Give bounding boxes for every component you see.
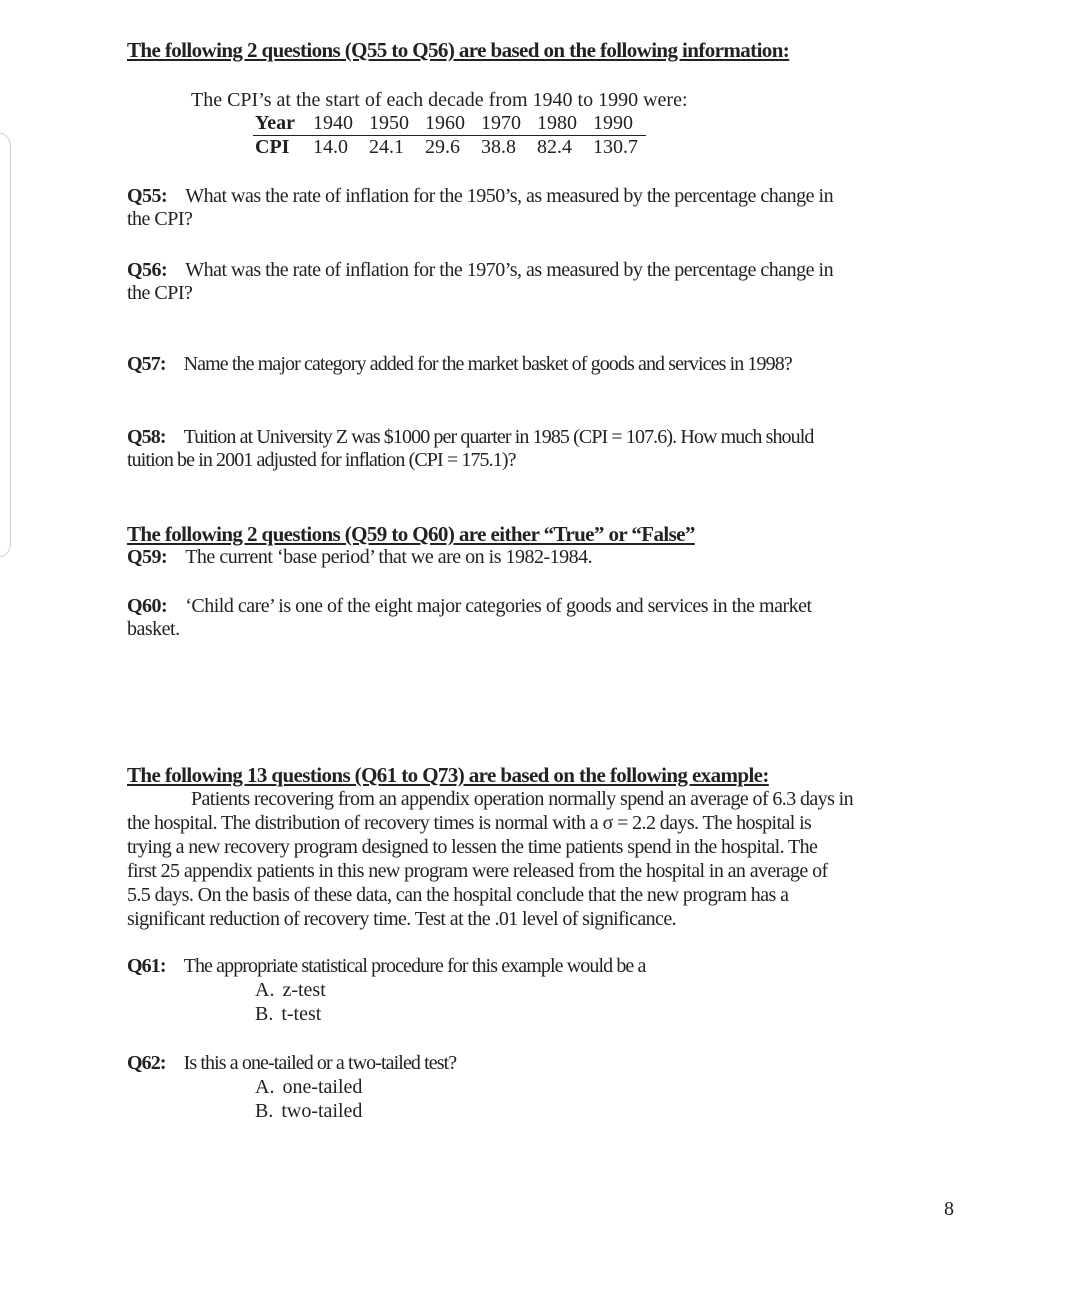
question-text: What was the rate of inflation for the 1970’s, as measured by the percentage change in [185, 259, 834, 281]
example-line: first 25 appendix patients in this new program were released from the hospital in an average of [127, 860, 828, 882]
cpi-table-year-row [253, 112, 646, 136]
question-text-continued: tuition be in 2001 adjusted for inflation (CPI = 175.1)? [127, 449, 516, 471]
question-q56 [127, 259, 957, 305]
question-text: Tuition at University Z was $1000 per quarter in 1985 (CPI = 107.6). How much should [183, 426, 814, 448]
option-a [255, 978, 957, 1002]
option-b [255, 1099, 957, 1123]
question-q57 [127, 353, 957, 376]
question-text-continued: the CPI? [127, 282, 193, 304]
cpi-cell: 38.8 [480, 136, 516, 158]
cpi-table [253, 112, 646, 159]
cpi-cell: 29.6 [424, 136, 460, 158]
question-number: Q59: [127, 546, 168, 568]
question-text: What was the rate of inflation for the 1950’s, as measured by the percentage change in [185, 185, 834, 207]
q61-options [255, 978, 957, 1026]
question-number: Q57: [127, 353, 166, 375]
cpi-row-label: CPI [255, 136, 290, 158]
page-number: 8 [944, 1198, 954, 1220]
example-line: trying a new recovery program designed to lessen the time patients spend in the hospital. The [127, 836, 818, 858]
question-q58 [127, 426, 957, 472]
option-letter: A. [255, 979, 275, 1001]
option-label: t-test [281, 1003, 322, 1025]
question-number: Q62: [127, 1052, 166, 1074]
question-number: Q56: [127, 259, 168, 281]
question-number: Q61: [127, 955, 166, 977]
year-cell: 1960 [417, 112, 473, 136]
year-cell: 1940 [305, 112, 361, 136]
cpi-cell: 24.1 [368, 136, 404, 158]
question-q60 [127, 595, 957, 641]
question-text: The current ‘base period’ that we are on is 1982-1984. [185, 546, 593, 568]
question-q59 [127, 546, 957, 569]
question-text: Name the major category added for the market basket of goods and services in 1998? [183, 353, 792, 375]
year-cell: 1950 [361, 112, 417, 136]
example-paragraph [127, 787, 957, 931]
option-label: two-tailed [281, 1100, 363, 1122]
page-edge-bracket [0, 132, 11, 558]
question-q55 [127, 185, 957, 231]
cpi-cell: 14.0 [312, 136, 348, 158]
example-line: Patients recovering from an appendix operation normally spend an average of 6.3 days in [191, 788, 854, 810]
q62-options [255, 1075, 957, 1123]
question-text: Is this a one-tailed or a two-tailed test? [183, 1052, 457, 1074]
option-b [255, 1002, 957, 1026]
year-cell: 1990 [585, 112, 646, 136]
question-number: Q58: [127, 426, 166, 448]
cpi-table-value-row [253, 136, 646, 160]
section-heading-q61-q73: The following 13 questions (Q61 to Q73) are based on the following example: [127, 763, 769, 787]
option-label: z-test [282, 979, 326, 1001]
option-label: one-tailed [282, 1076, 363, 1098]
cpi-intro-text: The CPI’s at the start of each decade from 1940 to 1990 were: [191, 89, 688, 111]
example-line: significant reduction of recovery time. Test at the .01 level of significance. [127, 908, 677, 930]
section-heading-q59-q60: The following 2 questions (Q59 to Q60) are either “True” or “False” [127, 522, 695, 546]
question-q61 [127, 955, 957, 978]
option-letter: A. [255, 1076, 275, 1098]
year-cell: 1970 [473, 112, 529, 136]
option-letter: B. [255, 1003, 274, 1025]
question-text-continued: the CPI? [127, 208, 193, 230]
cpi-cell: 130.7 [592, 136, 638, 158]
cpi-cell: 82.4 [536, 136, 572, 158]
year-row-label: Year [253, 112, 305, 136]
section-heading-q55-q56: The following 2 questions (Q55 to Q56) are based on the following information: [127, 38, 790, 62]
question-text: The appropriate statistical procedure for this example would be a [183, 955, 646, 977]
option-letter: B. [255, 1100, 274, 1122]
question-q62 [127, 1052, 957, 1075]
example-line: 5.5 days. On the basis of these data, can the hospital conclude that the new program has a [127, 884, 789, 906]
question-text: ‘Child care’ is one of the eight major categories of goods and services in the market [185, 595, 812, 617]
example-line: the hospital. The distribution of recovery times is normal with a σ = 2.2 days. The hospital is [127, 812, 812, 834]
option-a [255, 1075, 957, 1099]
question-number: Q55: [127, 185, 168, 207]
year-cell: 1980 [529, 112, 585, 136]
document-page [127, 38, 957, 1123]
question-text-continued: basket. [127, 618, 180, 640]
question-number: Q60: [127, 595, 168, 617]
